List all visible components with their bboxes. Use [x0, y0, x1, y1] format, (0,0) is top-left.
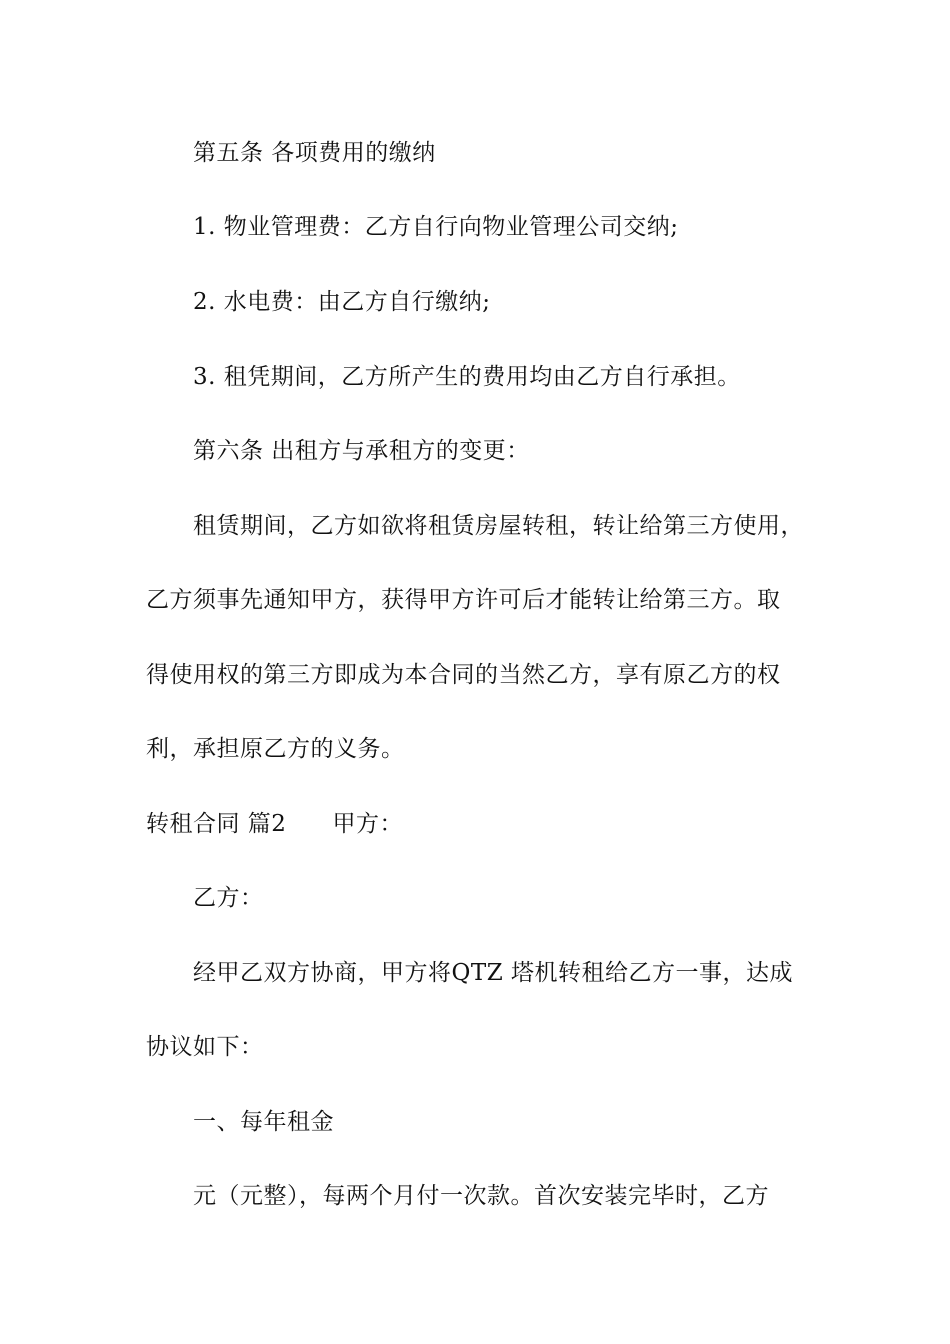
- clause-5-1: 1. 物业管理费：乙方自行向物业管理公司交纳;: [193, 214, 679, 240]
- party-b-label: 乙方：: [193, 885, 264, 911]
- paragraph-line-4: 利，承担原乙方的义务。: [146, 736, 405, 762]
- clause-5-2: 2. 水电费：由乙方自行缴纳;: [193, 289, 491, 315]
- clause-5-3: 3. 租凭期间，乙方所产生的费用均由乙方自行承担。: [193, 364, 741, 390]
- party-a-label: 甲方：: [332, 811, 403, 837]
- agreement-line-2: 协议如下：: [146, 1034, 264, 1060]
- section-title-line: [146, 809, 403, 839]
- rent-payment-line: 元（元整），每两个月付一次款。首次安装完毕时，乙方: [193, 1183, 769, 1209]
- article-6-heading: 第六条 出租方与承租方的变更：: [193, 438, 530, 464]
- paragraph-line-1: 租赁期间，乙方如欲将租赁房屋转租，转让给第三方使用，: [193, 513, 804, 539]
- agreement-line-1: 经甲乙双方协商，甲方将QTZ 塔机转租给乙方一事，达成: [193, 960, 793, 986]
- annual-rent-heading: 一、每年租金: [193, 1109, 334, 1135]
- paragraph-line-3: 得使用权的第三方即成为本合同的当然乙方，享有原乙方的权: [146, 662, 781, 688]
- article-5-heading: 第五条 各项费用的缴纳: [193, 140, 436, 166]
- contract-title: 转租合同 篇2: [146, 811, 287, 837]
- paragraph-line-2: 乙方须事先通知甲方，获得甲方许可后才能转让给第三方。取: [146, 587, 781, 613]
